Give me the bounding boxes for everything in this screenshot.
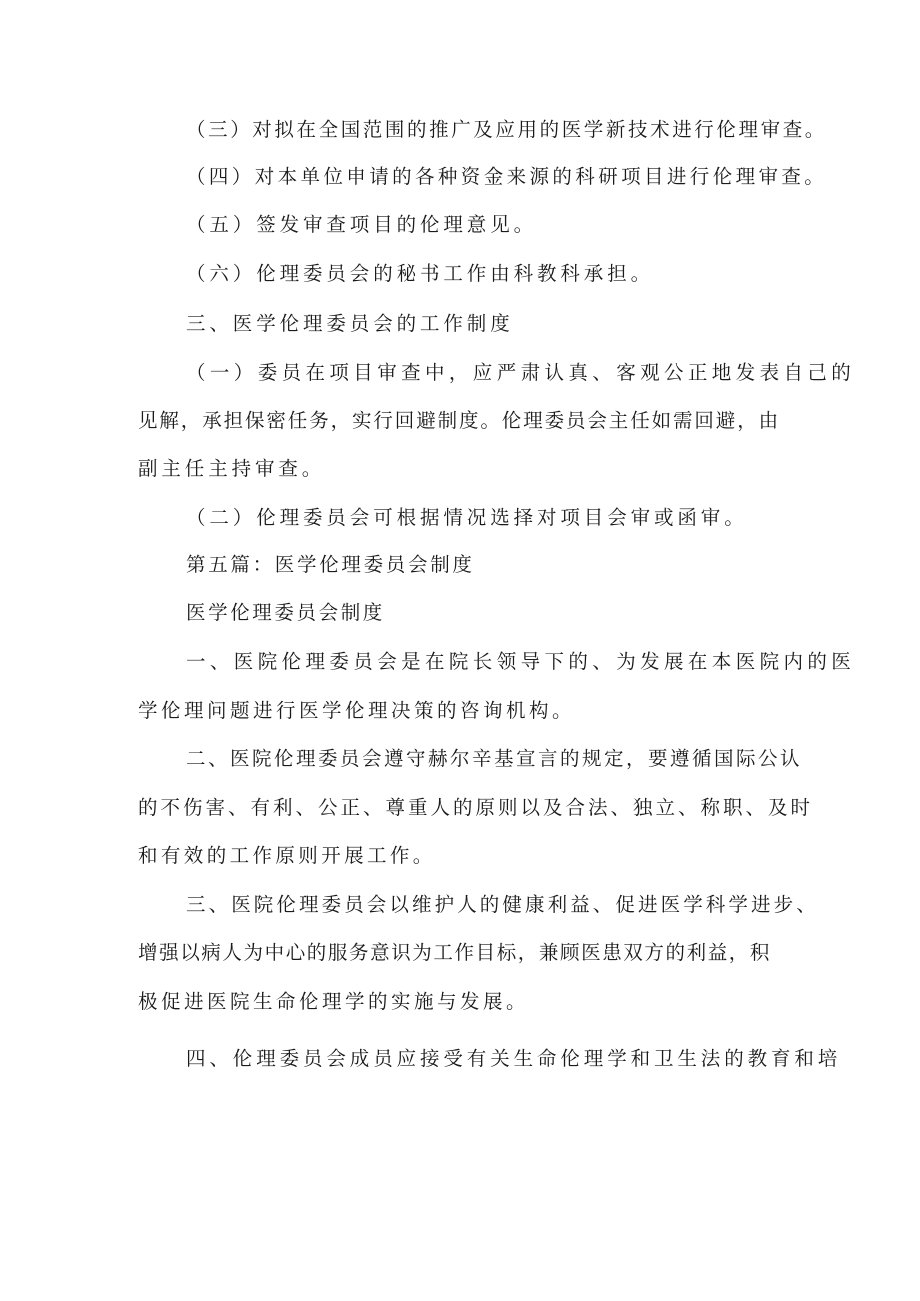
paragraph-line: 四、伦理委员会成员应接受有关生命伦理学和卫生法的教育和培 <box>186 1047 842 1070</box>
section-title: 医学伦理委员会制度 <box>186 601 385 624</box>
paragraph-line: （五）签发审查项目的伦理意见。 <box>186 213 538 236</box>
paragraph-line: （一）委员在项目审查中，应严肃认真、客观公正地发表自己的 <box>186 361 856 384</box>
paragraph-line: （六）伦理委员会的秘书工作由科教科承担。 <box>186 262 655 285</box>
paragraph-line: 极促进医院生命伦理学的实施与发展。 <box>138 990 530 1013</box>
chapter-title: 第五篇：医学伦理委员会制度 <box>186 553 475 576</box>
paragraph-line: 二、医院伦理委员会遵守赫尔辛基宣言的规定，要遵循国际公认 <box>186 747 803 770</box>
paragraph-line: 学伦理问题进行医学伦理决策的咨询机构。 <box>138 699 576 722</box>
paragraph-line: （四）对本单位申请的各种资金来源的科研项目进行伦理审查。 <box>186 165 828 188</box>
section-heading: 三、医学伦理委员会的工作制度 <box>186 312 514 335</box>
paragraph-line: 的不伤害、有利、公正、尊重人的原则以及合法、独立、称职、及时 <box>138 796 814 819</box>
paragraph-line: 见解，承担保密任务，实行回避制度。伦理委员会主任如需回避，由 <box>138 409 781 432</box>
paragraph-line: （二）伦理委员会可根据情况选择对项目会审或函审。 <box>186 506 748 529</box>
paragraph-line: 三、医院伦理委员会以维护人的健康利益、促进医学科学进步、 <box>186 893 819 916</box>
paragraph-line: 增强以病人为中心的服务意识为工作目标，兼顾医患双方的利益，积 <box>138 941 772 964</box>
paragraph-line: （三）对拟在全国范围的推广及应用的医学新技术进行伦理审查。 <box>186 118 827 141</box>
paragraph-line: 和有效的工作原则开展工作。 <box>138 844 436 867</box>
paragraph-line: 一、医院伦理委员会是在院长领导下的、为发展在本医院内的医 <box>186 650 856 673</box>
paragraph-line: 副主任主持审查。 <box>138 457 326 480</box>
